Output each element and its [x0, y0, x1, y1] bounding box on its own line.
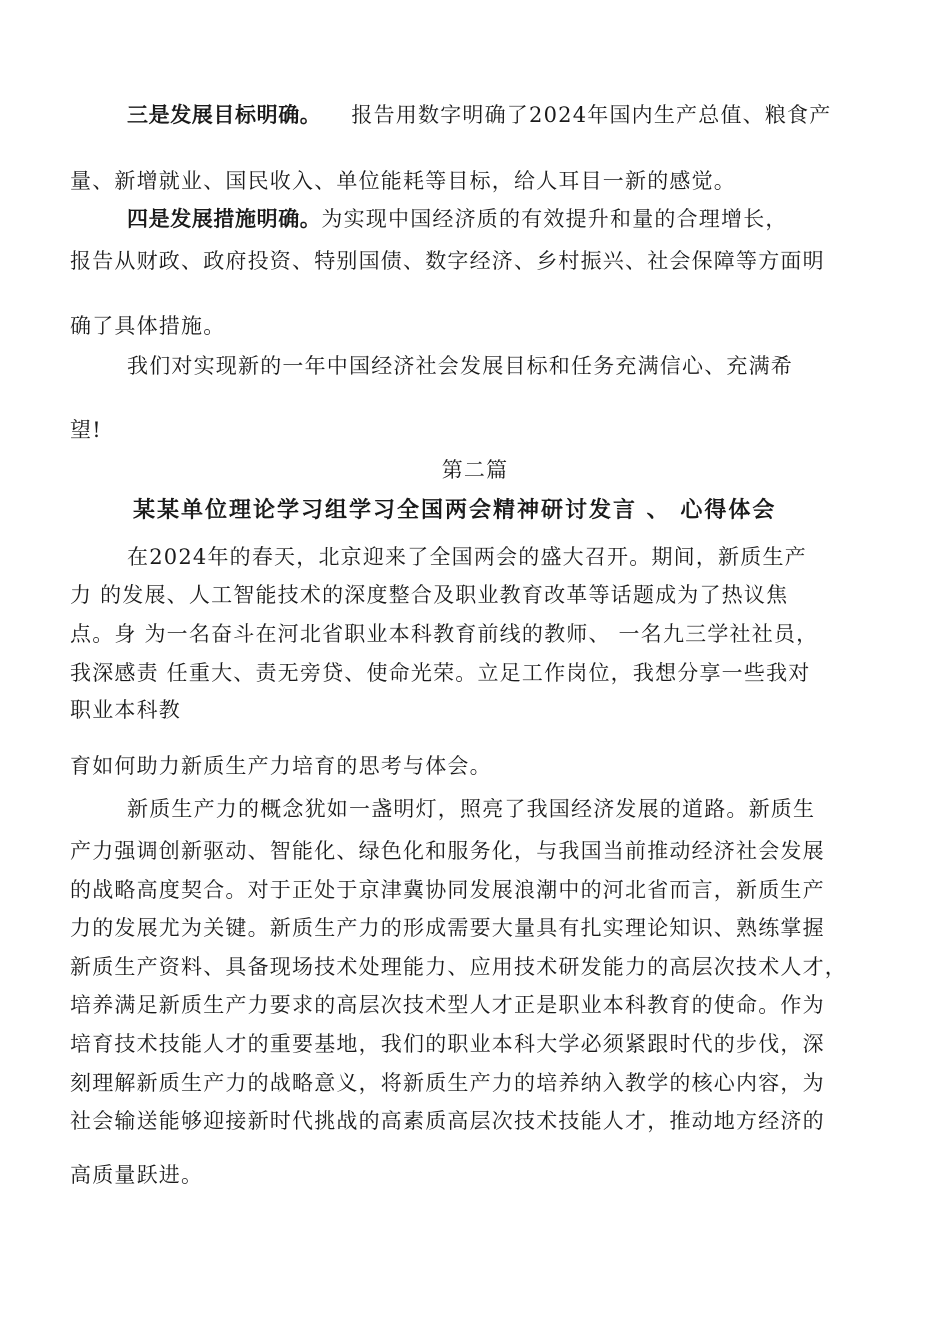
paragraph-2-lead: 四是发展措施明确。 — [127, 207, 322, 231]
paragraph-1-line-1 — [127, 101, 831, 129]
paragraph-5-line-10: 高质量跃进。 — [70, 1163, 204, 1187]
paragraph-4-line-6: 育如何助力新质生产力培育的思考与体会。 — [70, 754, 492, 778]
paragraph-5-line-1: 新质生产力的概念犹如一盏明灯，照亮了我国经济发展的道路。新质生 — [127, 797, 816, 821]
paragraph-2-line-1 — [127, 205, 788, 233]
paragraph-2-line-3: 确了具体措施。 — [70, 314, 226, 338]
paragraph-5-line-3: 的战略高度契合。对于正处于京津冀协同发展浪潮中的河北省而言，新质生产 — [70, 878, 825, 902]
paragraph-1-lead: 三是发展目标明确。 — [127, 103, 322, 127]
paragraph-5-line-5: 新质生产资料、具备现场技术处理能力、应用技术研发能力的高层次技术人才， — [70, 955, 847, 979]
paragraph-5-line-4: 力的发展尤为关键。新质生产力的形成需要大量具有扎实理论知识、熟练掌握 — [70, 916, 825, 940]
paragraph-4-line-3: 点。身 为一名奋斗在河北省职业本科教育前线的教师、 一名九三学社社员， — [70, 622, 819, 646]
paragraph-4-line-4: 我深感责 任重大、责无旁贷、使命光荣。立足工作岗位，我想分享一些我对 — [70, 661, 811, 685]
paragraph-5-line-7: 培育技术技能人才的重要基地，我们的职业本科大学必须紧跟时代的步伐，深 — [70, 1032, 825, 1056]
paragraph-1-line-2: 量、新增就业、国民收入、单位能耗等目标，给人耳目一新的感觉。 — [70, 169, 736, 193]
paragraph-5-line-8: 刻理解新质生产力的战略意义，将新质生产力的培养纳入教学的核心内容，为 — [70, 1071, 825, 1095]
paragraph-3-line-1: 我们对实现新的一年中国经济社会发展目标和任务充满信心、充满希 — [127, 354, 793, 378]
paragraph-1-text: 报告用数字明确了2024年国内生产总值、粮食产 — [351, 103, 832, 127]
paragraph-2-text: 为实现中国经济质的有效提升和量的合理增长， — [321, 207, 788, 231]
paragraph-5-line-2: 产力强调创新驱动、智能化、绿色化和服务化，与我国当前推动经济社会发展 — [70, 839, 825, 863]
paragraph-3-line-2: 望! — [70, 418, 102, 442]
paragraph-5-line-6: 培养满足新质生产力要求的高层次技术型人才正是职业本科教育的使命。作为 — [70, 993, 825, 1017]
paragraph-5-line-9: 社会输送能够迎接新时代挑战的高素质高层次技术技能人才，推动地方经济的 — [70, 1109, 825, 1133]
paragraph-4-line-2: 力 的发展、人工智能技术的深度整合及职业教育改革等话题成为了热议焦 — [70, 583, 789, 607]
section-label: 第二篇 — [441, 458, 509, 482]
paragraph-4-line-1: 在2024年的春天，北京迎来了全国两会的盛大召开。期间，新质生产 — [127, 545, 807, 569]
section-title: 某某单位理论学习组学习全国两会精神研讨发言 、 心得体会 — [133, 498, 777, 523]
paragraph-4-line-5: 职业本科教 — [70, 698, 181, 722]
paragraph-2-line-2: 报告从财政、政府投资、特别国债、数字经济、乡村振兴、社会保障等方面明 — [70, 249, 825, 273]
